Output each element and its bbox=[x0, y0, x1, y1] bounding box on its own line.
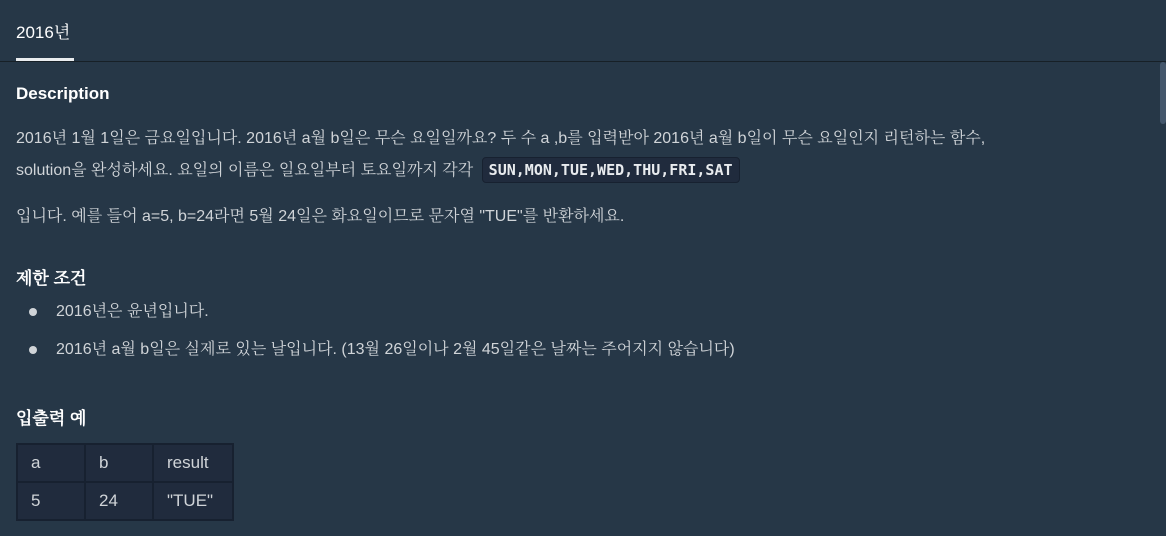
column-header-b: b bbox=[85, 444, 153, 482]
column-header-result: result bbox=[153, 444, 233, 482]
table-row bbox=[17, 482, 233, 520]
scrollbar-thumb[interactable] bbox=[1160, 62, 1166, 124]
description-line-2-text: solution을 완성하세요. 요일의 이름은 일요일부터 토요일까지 각각 bbox=[16, 162, 474, 179]
examples-heading: 입출력 예 bbox=[16, 409, 87, 428]
scrollbar-track[interactable] bbox=[1160, 62, 1166, 536]
table-cell: "TUE" bbox=[153, 482, 233, 520]
list-item bbox=[16, 293, 735, 331]
description-line-2 bbox=[16, 156, 740, 186]
tab-problem-title[interactable]: 2016년 bbox=[16, 23, 71, 42]
list-item bbox=[16, 331, 735, 369]
tab-bar bbox=[0, 0, 1166, 62]
bullet-icon bbox=[29, 308, 37, 316]
constraints-heading: 제한 조건 bbox=[16, 269, 87, 288]
description-heading: Description bbox=[16, 84, 110, 103]
description-line-3: 입니다. 예를 들어 a=5, b=24라면 5월 24일은 화요일이므로 문자열 "TUE"를 반환하세요. bbox=[16, 208, 625, 225]
description-line-1: 2016년 1월 1일은 금요일입니다. 2016년 a월 b일은 무슨 요일일까요? 두 수 a ,b를 입력받아 2016년 a월 b일이 무슨 요일인지 리턴하는 함수, bbox=[16, 130, 986, 147]
table-cell: 24 bbox=[85, 482, 153, 520]
active-tab-indicator bbox=[16, 58, 74, 61]
column-header-a: a bbox=[17, 444, 85, 482]
table-cell: 5 bbox=[17, 482, 85, 520]
table-header-row bbox=[17, 444, 233, 482]
constraint-text: 2016년 a월 b일은 실제로 있는 날입니다. (13월 26일이나 2월 45일같은 날짜는 주어지지 않습니다) bbox=[56, 341, 735, 358]
bullet-icon bbox=[29, 346, 37, 354]
constraints-list bbox=[16, 293, 735, 369]
examples-table bbox=[16, 443, 234, 521]
weekday-code-snippet: SUN,MON,TUE,WED,THU,FRI,SAT bbox=[482, 157, 740, 183]
constraint-text: 2016년은 윤년입니다. bbox=[56, 303, 209, 320]
